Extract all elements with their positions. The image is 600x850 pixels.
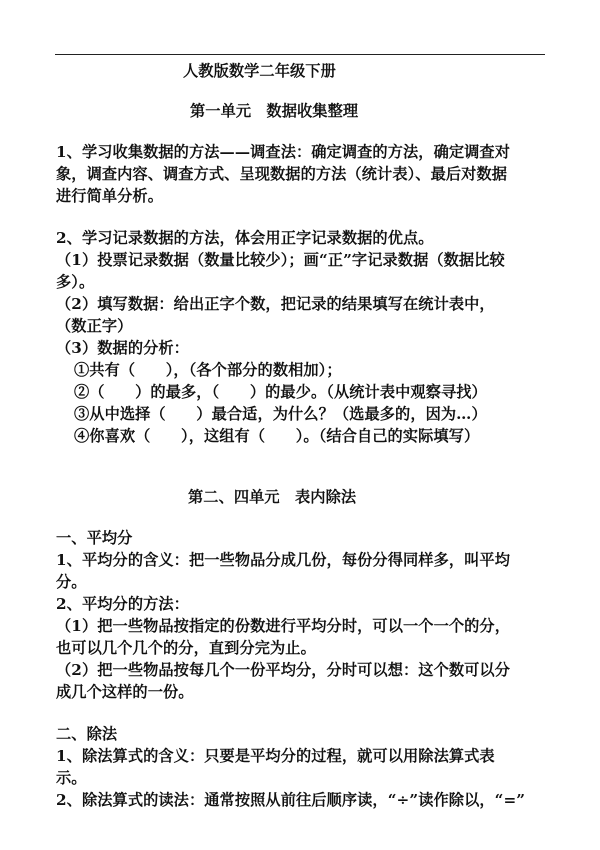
unit1-q4: ④你喜欢（ ），这组有（ ）。（结合自己的实际填写） (74, 427, 480, 445)
section2-heading: 二、除法 (56, 725, 118, 743)
section1-p1-line1: 1、平均分的含义：把一些物品分成几份，每份分得同样多，叫平均 (56, 551, 511, 569)
unit1-q2: ②（ ）的最多，（ ）的最少。（从统计表中观察寻找） (74, 383, 487, 401)
section1-m1-line2: 也可以几个几个的分，直到分完为止。 (56, 639, 316, 657)
unit2-heading: 第二、四单元 表内除法 (188, 488, 357, 506)
unit1-p1-line1: 1、学习收集数据的方法——调查法：确定调查的方法，确定调查对 (56, 143, 511, 161)
section1-p2: 2、平均分的方法： (56, 595, 189, 613)
section2-p1-line1: 1、除法算式的含义：只要是平均分的过程，就可以用除法算式表 (56, 747, 495, 765)
section1-m2-line2: 成几个这样的一份。 (56, 683, 194, 701)
unit1-p2-heading: 2、学习记录数据的方法，体会用正字记录数据的优点。 (56, 229, 434, 247)
unit1-heading: 第一单元 数据收集整理 (190, 102, 359, 120)
unit1-p1-line2: 象，调查内容、调查方式、呈现数据的方法（统计表）、最后对数据 (56, 165, 508, 183)
unit1-item1-line2: 多）。 (56, 273, 95, 291)
unit1-item2-line1: （2）填写数据：给出正字个数，把记录的结果填写在统计表中， (56, 295, 495, 313)
unit1-item2-line2: （数正字） (56, 317, 133, 335)
section1-p1-line2: 分。 (56, 573, 87, 591)
section2-p1-line2: 示。 (56, 769, 87, 787)
section1-m2-line1: （2）把一些物品按每几个一份平均分，分时可以想：这个数可以分 (56, 661, 511, 679)
header-rule (55, 54, 545, 55)
section1-m1-line1: （1）把一些物品按指定的份数进行平均分时，可以一个一个的分， (56, 617, 511, 635)
unit1-q1: ①共有（ ），（各个部分的数相加）； (74, 361, 342, 379)
section2-p2-line1: 2、除法算式的读法：通常按照从前往后顺序读，“÷”读作除以，“=” (56, 791, 526, 809)
unit1-item3: （3）数据的分析： (56, 339, 189, 357)
document-title: 人教版数学二年级下册 (183, 62, 336, 80)
unit1-q3: ③从中选择（ ）最合适，为什么？（选最多的，因为…） (74, 405, 487, 423)
unit1-item1-line1: （1）投票记录数据（数量比较少）；画“正”字记录数据（数据比较 (56, 251, 505, 269)
unit1-p1-line3: 进行简单分析。 (56, 187, 164, 205)
section1-heading: 一、平均分 (56, 529, 133, 547)
